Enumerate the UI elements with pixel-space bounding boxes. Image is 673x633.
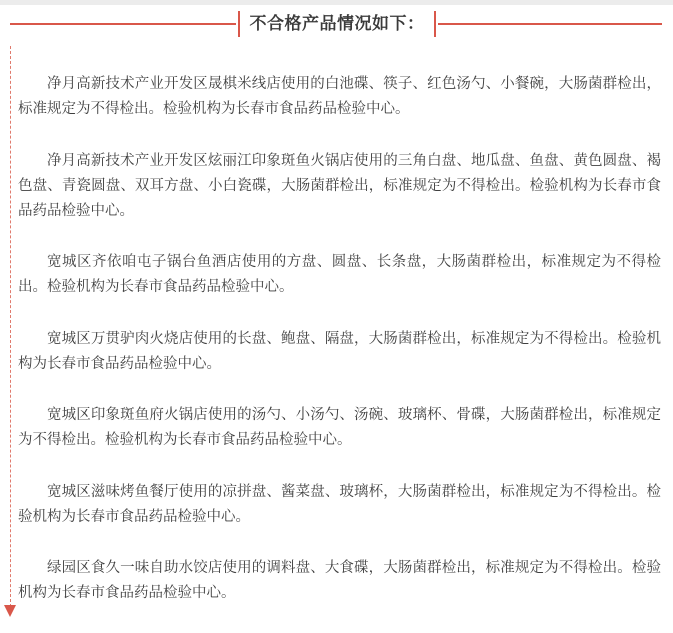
list-item: 宽城区万贯驴肉火烧店使用的长盘、鲍盘、隔盘，大肠菌群检出，标准规定为不得检出。检验机构为长春市食品药品检验中心。 (18, 330, 661, 372)
product-list (18, 72, 661, 633)
section-title: 不合格产品情况如下： (249, 14, 425, 34)
section-header (10, 8, 662, 38)
list-item: 宽城区齐依咱屯子锅台鱼酒店使用的方盘、圆盘、长条盘，大肠菌群检出，标准规定为不得检出。检验机构为长春市食品药品检验中心。 (18, 254, 661, 295)
header-rule-left (10, 23, 236, 25)
list-item: 绿园区食久一味自助水饺店使用的调料盘、大食碟，大肠菌群检出，标准规定为不得检出。检验机构为长春市食品药品检验中心。 (18, 560, 661, 601)
top-divider-strip (0, 0, 673, 5)
header-tick-left (238, 11, 240, 37)
header-tick-right (434, 11, 436, 37)
list-item: 净月高新技术产业开发区炫丽江印象斑鱼火锅店使用的三角白盘、地瓜盘、鱼盘、黄色圆盘、褐色盘、青瓷圆盘、双耳方盘、小白瓷碟，大肠菌群检出，标准规定为不得检出。检验机构为长春市食品药品检验中心。 (18, 152, 661, 219)
list-item: 宽城区滋味烤鱼餐厅使用的凉拼盘、酱菜盘、玻璃杯，大肠菌群检出，标准规定为不得检出。检验机构为长春市食品药品检验中心。 (18, 483, 661, 525)
timeline-arrow-down-icon (4, 605, 16, 617)
timeline-dashed-line (10, 46, 11, 612)
list-item: 净月高新技术产业开发区晟棋米线店使用的白池碟、筷子、红色汤勺、小餐碗，大肠菌群检出，标准规定为不得检出。检验机构为长春市食品药品检验中心。 (18, 76, 661, 117)
list-item: 宽城区印象斑鱼府火锅店使用的汤勺、小汤勺、汤碗、玻璃杯、骨碟，大肠菌群检出，标准规定为不得检出。检验机构为长春市食品药品检验中心。 (18, 407, 661, 448)
header-rule-right (438, 23, 662, 25)
